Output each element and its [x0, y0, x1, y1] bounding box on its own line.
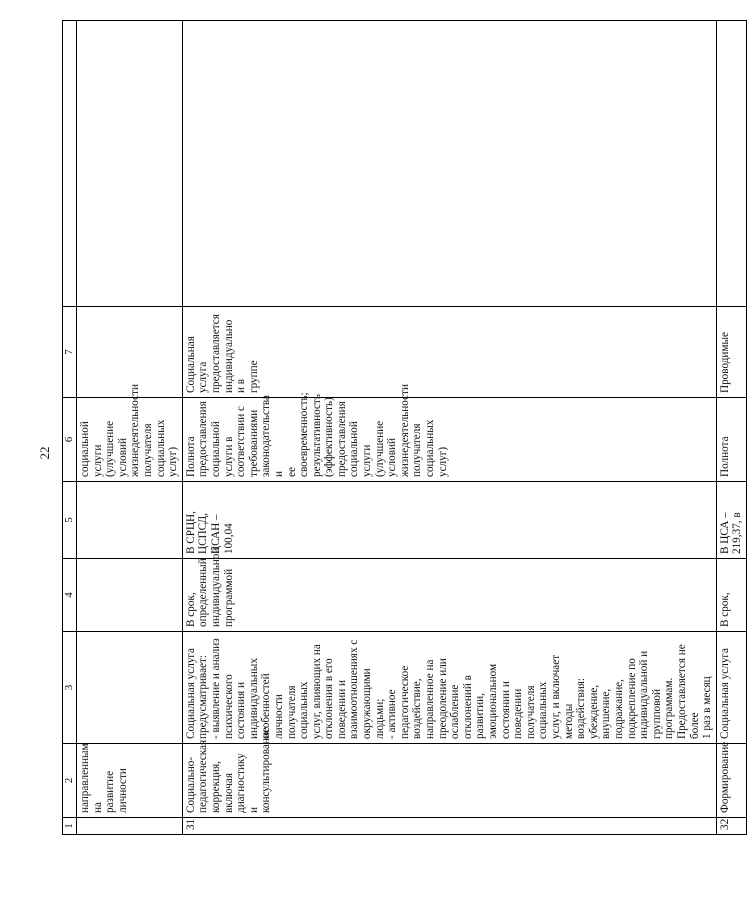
col-header-2: 2 [63, 744, 77, 818]
col-header-6: 6 [63, 398, 77, 482]
cell-num: 32 [716, 818, 746, 835]
cell-num [77, 818, 183, 835]
col-header-7: 7 [63, 307, 77, 398]
cell-service-name: Социально- педагогическая коррекция, включая диагностику и консультирование [182, 744, 716, 818]
cell-service-name: направленным на развитие личности [77, 744, 183, 818]
cell-conditions: Проводимые [716, 307, 746, 398]
col-header-8 [63, 21, 77, 307]
services-table [62, 20, 747, 835]
cell-description: Социальная услуга предусматривает: - выявление и анализ психического состояния и индивидуальных особенностей личности получателя социальных услуг, влияющих на отклонения в его поведении и взаимоотношениях с окружающими людьми; - активное педагогическое воздействие, направленное на преодоление или ослабление отклонений в развитии, эмоциональном состоянии и поведении получателя социальных услуг, и включает методы воздействия: убеждение, внушение, подражание, подкрепление по индивидуальной и групповой программам. Предоставляется не более 1 раз в месяц [182, 632, 716, 744]
cell-service-name: Формирование [716, 744, 746, 818]
cell-indicators: Полнота [716, 398, 746, 482]
cell-num: 31 [182, 818, 716, 835]
table-row [182, 21, 716, 835]
cell-description [77, 632, 183, 744]
cell-term: В срок, [716, 559, 746, 632]
cell-cost: В ЦСА – 219,37, в [716, 482, 746, 559]
cell-term [77, 559, 183, 632]
cell-description: Социальная услуга [716, 632, 746, 744]
cell-indicators: социальной услуги (улучшение условий жизнедеятельности получателя социальных услуг) [77, 398, 183, 482]
col-header-5: 5 [63, 482, 77, 559]
cell-term: В срок, определенный индивидуальной программой [182, 559, 716, 632]
col-header-1: 1 [63, 818, 77, 835]
cell-cost [77, 482, 183, 559]
header-row [63, 21, 77, 835]
page-number: 22 [37, 446, 52, 460]
rotated-table-container [62, 21, 744, 835]
cell-extra [716, 21, 746, 307]
table-row [716, 21, 746, 835]
col-header-3: 3 [63, 632, 77, 744]
table-row [77, 21, 183, 835]
cell-cost: В СРЦН, ЦСПСД, ЦСАН – 100,04 [182, 482, 716, 559]
cell-indicators: Полнота предоставления социальной услуги в соответствии с требованиями законодательства и ее своевременность; результативность (эффективность) предоставления социальной услуги (улучшение условий жизнедеятельности получателя социальных услуг) [182, 398, 716, 482]
col-header-4: 4 [63, 559, 77, 632]
cell-conditions: Социальная услуга предоставляется индивидуально и в группе [182, 307, 716, 398]
cell-extra [77, 21, 183, 307]
cell-extra [182, 21, 716, 307]
